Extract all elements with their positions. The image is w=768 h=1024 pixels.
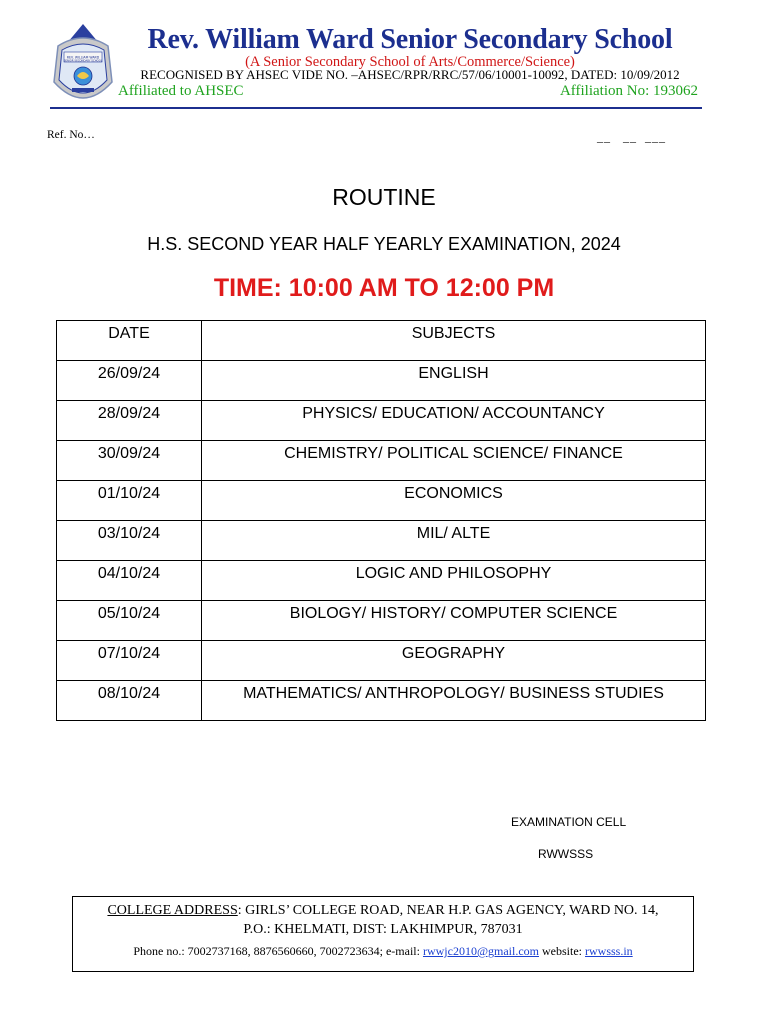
exam-date: 04/10/24 xyxy=(57,561,202,601)
table-header-row xyxy=(57,321,706,361)
exam-title: H.S. SECOND YEAR HALF YEARLY EXAMINATION, 2024 xyxy=(147,234,621,254)
exam-date: 30/09/24 xyxy=(57,441,202,481)
table-row xyxy=(57,481,706,521)
affiliation-text: Affiliated to AHSEC xyxy=(118,83,244,99)
exam-time: TIME: 10:00 AM TO 12:00 PM xyxy=(213,274,555,302)
examination-cell: EXAMINATION CELL xyxy=(511,815,627,829)
exam-subjects: MATHEMATICS/ ANTHROPOLOGY/ BUSINESS STUDIES xyxy=(202,681,706,721)
svg-text:SENIOR SECONDARY SCHOOL: SENIOR SECONDARY SCHOOL xyxy=(63,59,103,63)
exam-subjects: LOGIC AND PHILOSOPHY xyxy=(202,561,706,601)
affiliation-number: Affiliation No: 193062 xyxy=(559,83,698,99)
exam-subjects: MIL/ ALTE xyxy=(202,521,706,561)
website-label: website: xyxy=(539,944,585,958)
school-logo xyxy=(50,22,116,108)
exam-subjects: ENGLISH xyxy=(202,361,706,401)
logo-lettering: REV. WILLIAM WARD xyxy=(66,55,100,60)
exam-date: 01/10/24 xyxy=(57,481,202,521)
exam-subjects: CHEMISTRY/ POLITICAL SCIENCE/ FINANCE xyxy=(202,441,706,481)
header-date: DATE xyxy=(57,321,202,361)
table-row xyxy=(57,561,706,601)
phone-numbers: Phone no.: 7002737168, 8876560660, 7002723634; e-mail: xyxy=(133,944,423,958)
table-row xyxy=(57,361,706,401)
header-subjects: SUBJECTS xyxy=(202,321,706,361)
address-label: COLLEGE ADDRESS xyxy=(107,903,238,918)
exam-date: 03/10/24 xyxy=(57,521,202,561)
recognition-text: RECOGNISED BY AHSEC VIDE NO. –AHSEC/RPR/RRC/57/06/10001-10092, DATED: 10/09/2012 xyxy=(140,67,680,82)
table-row xyxy=(57,641,706,681)
address-box xyxy=(72,896,694,972)
address-line-2: P.O.: KHELMATI, DIST: LAKHIMPUR, 787031 xyxy=(243,922,523,937)
school-name: Rev. William Ward Senior Secondary School xyxy=(147,24,673,55)
address-street: : GIRLS’ COLLEGE ROAD, NEAR H.P. GAS AGENCY, WARD NO. 14, xyxy=(237,903,659,918)
exam-subjects: BIOLOGY/ HISTORY/ COMPUTER SCIENCE xyxy=(202,601,706,641)
table-row xyxy=(57,401,706,441)
exam-date: 08/10/24 xyxy=(57,681,202,721)
website-link[interactable]: rwwsss.in xyxy=(585,944,633,958)
contact-line xyxy=(73,944,693,959)
address-line-1 xyxy=(73,903,693,919)
reference-number: Ref. No… xyxy=(47,129,95,141)
exam-date: 26/09/24 xyxy=(57,361,202,401)
exam-subjects: PHYSICS/ EDUCATION/ ACCOUNTANCY xyxy=(202,401,706,441)
date-blanks: __ __ ___ xyxy=(597,130,666,144)
exam-subjects: ECONOMICS xyxy=(202,481,706,521)
exam-date: 07/10/24 xyxy=(57,641,202,681)
header-divider xyxy=(50,107,702,109)
exam-date: 05/10/24 xyxy=(57,601,202,641)
table-row xyxy=(57,521,706,561)
table-row xyxy=(57,681,706,721)
school-abbreviation: RWWSSS xyxy=(538,847,594,861)
email-link[interactable]: rwwjc2010@gmail.com xyxy=(422,944,539,958)
table-row xyxy=(57,441,706,481)
exam-subjects: GEOGRAPHY xyxy=(202,641,706,681)
exam-date: 28/09/24 xyxy=(57,401,202,441)
document-title: ROUTINE xyxy=(332,184,436,210)
school-tagline: (A Senior Secondary School of Arts/Commerce/Science) xyxy=(245,54,575,70)
routine-table xyxy=(56,320,706,721)
table-row xyxy=(57,601,706,641)
